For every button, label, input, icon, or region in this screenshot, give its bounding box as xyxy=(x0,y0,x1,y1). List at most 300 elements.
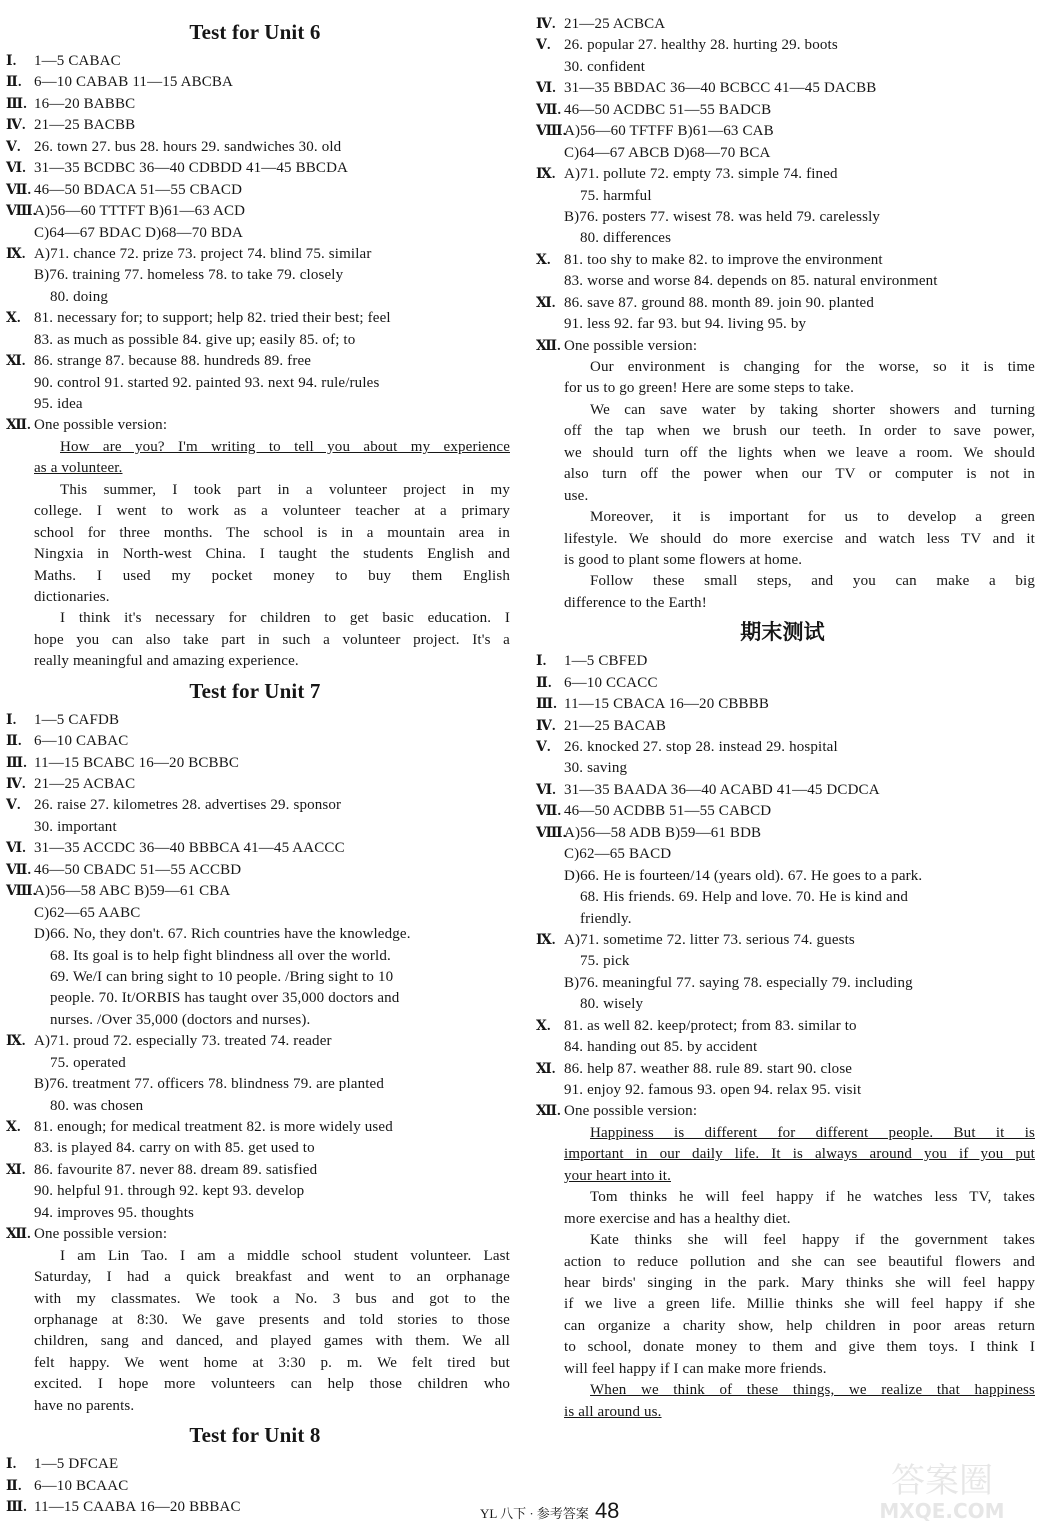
answer-text: 86. help 87. weather 88. rule 89. start 90. close xyxy=(564,1060,853,1077)
essay-line xyxy=(530,1209,1035,1230)
answer-row-continued xyxy=(0,903,510,924)
answer-text: 68. Its goal is to help fight blindness all over the world. xyxy=(50,947,391,964)
section-numeral: Ⅳ. xyxy=(536,17,556,32)
answer-text: B)76. meaningful 77. saying 78. especially 79. including xyxy=(564,974,913,991)
section-numeral: Ⅰ. xyxy=(6,54,17,69)
essay-text: Our environment is changing for the worse, so it is time xyxy=(590,359,1035,375)
answer-row-continued xyxy=(0,394,510,415)
answer-row-continued xyxy=(530,887,1035,908)
answer-row-continued xyxy=(530,314,1035,335)
answer-text: 81. as well 82. keep/protect; from 83. similar to xyxy=(564,1017,857,1034)
answer-row xyxy=(530,14,1035,35)
answer-text: 31—35 BBDAC 36—40 BCBCC 41—45 DACBB xyxy=(564,80,877,97)
answer-row-continued xyxy=(530,271,1035,292)
answer-row xyxy=(530,250,1035,271)
section-numeral: Ⅻ. xyxy=(6,1227,31,1243)
essay-text: if we live a green life. Millie thinks she will feel happy if she xyxy=(564,1296,1035,1313)
answer-row xyxy=(0,72,510,93)
essay-line xyxy=(530,464,1035,485)
answer-row xyxy=(530,673,1035,694)
answer-row xyxy=(0,201,510,222)
answer-row-continued xyxy=(530,143,1035,164)
essay-text: to school, donate money to them and give them toys. I think I xyxy=(564,1339,1035,1356)
answer-row-continued xyxy=(0,265,510,286)
answer-row-continued xyxy=(0,330,510,351)
section-numeral: Ⅵ. xyxy=(536,81,556,97)
essay-text: is all around us. xyxy=(564,1403,662,1420)
essay-text: for us to go green! Here are some steps to take. xyxy=(564,380,855,397)
section-numeral: Ⅺ. xyxy=(536,295,556,311)
answer-text: 6—10 CABAC xyxy=(34,733,129,750)
section-title xyxy=(530,614,1035,651)
answer-row xyxy=(530,121,1035,142)
answer-row xyxy=(530,1059,1035,1080)
essay-text: school for three months. The school is in a mountain area in xyxy=(34,524,510,541)
answer-row-continued xyxy=(0,223,510,244)
answer-text: 6—10 BCAAC xyxy=(34,1477,129,1494)
section-numeral: Ⅲ. xyxy=(6,1500,27,1515)
section-numeral: Ⅺ. xyxy=(6,354,26,370)
section-title xyxy=(0,673,510,710)
watermark-url: MXQE.COM xyxy=(879,1499,1005,1523)
answer-row xyxy=(0,180,510,201)
section-numeral: Ⅷ. xyxy=(536,825,567,841)
essay-line xyxy=(530,507,1035,528)
essay-line xyxy=(530,1316,1035,1337)
answer-row-continued xyxy=(0,1096,510,1117)
essay-text: have no parents. xyxy=(34,1397,135,1414)
answer-text: 86. favourite 87. never 88. dream 89. satisfied xyxy=(34,1161,318,1178)
answer-text: friendly. xyxy=(580,910,632,927)
answer-text: 91. enjoy 92. famous 93. open 94. relax 95. visit xyxy=(564,1082,862,1098)
essay-line xyxy=(530,357,1035,378)
essay-line xyxy=(530,1166,1035,1187)
essay-line xyxy=(0,608,510,629)
essay-text: can organize a charity show, help children in poor areas return xyxy=(564,1317,1035,1334)
answer-row xyxy=(0,1031,510,1052)
essay-text: Moreover, it is important for us to develop a green xyxy=(590,509,1035,526)
essay-line xyxy=(530,1294,1035,1315)
section-numeral: Ⅸ. xyxy=(6,1034,26,1050)
essay-line xyxy=(530,1273,1035,1294)
answer-row xyxy=(530,78,1035,99)
essay-line xyxy=(530,1359,1035,1380)
essay-text: important in our daily life. It is always around you if you put xyxy=(564,1146,1035,1163)
section-numeral: Ⅶ. xyxy=(6,182,32,198)
essay-line xyxy=(0,1374,510,1395)
section-numeral: Ⅲ. xyxy=(6,755,27,771)
essay-line xyxy=(0,566,510,587)
essay-text: off the tap when we brush our teeth. In order to save power, xyxy=(564,423,1035,440)
answer-row-continued xyxy=(530,994,1035,1015)
answer-text: 81. too shy to make 82. to improve the environment xyxy=(564,251,883,268)
answer-row xyxy=(0,115,510,136)
answer-text: D)66. He is fourteen/14 (years old). 67. He goes to a park. xyxy=(564,867,923,884)
section-numeral: Ⅰ. xyxy=(536,654,547,670)
answer-row xyxy=(530,293,1035,314)
essay-line xyxy=(530,1187,1035,1208)
answer-text: 1—5 CAFDB xyxy=(34,711,120,728)
answer-row-continued xyxy=(530,207,1035,228)
essay-text: dictionaries. xyxy=(34,588,110,605)
answer-text: B)76. training 77. homeless 78. to take 79. closely xyxy=(34,267,344,284)
answer-row xyxy=(0,158,510,179)
answer-text: A)71. sometime 72. litter 73. serious 74. guests xyxy=(564,931,855,948)
section-numeral: Ⅹ. xyxy=(6,311,21,327)
answer-row xyxy=(530,823,1035,844)
answer-row xyxy=(530,100,1035,121)
section-numeral: Ⅴ. xyxy=(536,38,551,54)
answer-row xyxy=(0,1497,510,1518)
answer-text: 11—15 CAABA 16—20 BBBAC xyxy=(34,1499,241,1515)
essay-line xyxy=(530,529,1035,550)
section-numeral: Ⅳ. xyxy=(536,718,556,734)
section-numeral: Ⅴ. xyxy=(6,798,21,814)
essay-line xyxy=(530,400,1035,421)
answer-row-continued xyxy=(530,758,1035,779)
essay-line xyxy=(0,1353,510,1374)
answer-row xyxy=(0,753,510,774)
answer-text: 21—25 ACBAC xyxy=(34,776,136,792)
section-numeral: Ⅵ. xyxy=(536,782,556,798)
essay-line xyxy=(530,1252,1035,1273)
watermark-text: 答案圈 xyxy=(891,1461,993,1501)
answer-row-continued xyxy=(530,57,1035,78)
answer-row xyxy=(0,1454,510,1475)
answer-text: 6—10 CCACC xyxy=(564,674,658,691)
section-numeral: Ⅻ. xyxy=(6,418,31,434)
answer-text: 16—20 BABBC xyxy=(34,95,136,112)
essay-line xyxy=(530,421,1035,442)
section-numeral: Ⅶ. xyxy=(536,804,562,820)
answer-text: 91. less 92. far 93. but 94. living 95. by xyxy=(564,316,807,333)
section-numeral: Ⅳ. xyxy=(6,777,26,792)
answer-row xyxy=(0,415,510,436)
answer-text: C)62—65 BACD xyxy=(564,846,672,863)
section-numeral: Ⅶ. xyxy=(536,102,562,118)
essay-text: also turn off the power when our TV or computer is not in xyxy=(564,466,1035,483)
answer-text: 80. wisely xyxy=(580,996,644,1013)
answer-row-continued xyxy=(530,973,1035,994)
answer-row xyxy=(530,35,1035,56)
answer-text: 46—50 ACDBB 51—55 CABCD xyxy=(564,803,772,820)
answer-row xyxy=(0,838,510,859)
answer-text: 11—15 BCABC 16—20 BCBBC xyxy=(34,754,240,771)
answer-row-continued xyxy=(0,967,510,988)
answer-text: C)64—67 ABCB D)68—70 BCA xyxy=(564,144,771,161)
answer-text: 80. was chosen xyxy=(50,1097,144,1114)
answer-text: 1—5 CBFED xyxy=(564,653,648,670)
answer-text: 81. enough; for medical treatment 82. is more widely used xyxy=(34,1119,393,1135)
answer-text: 75. operated xyxy=(50,1054,126,1071)
answer-text: 94. improves 95. thoughts xyxy=(34,1204,194,1221)
answer-text: 6—10 CABAB 11—15 ABCBA xyxy=(34,74,234,91)
essay-line xyxy=(530,1123,1035,1144)
answer-row xyxy=(530,694,1035,715)
answer-row xyxy=(530,1016,1035,1037)
section-title-text: Test for Unit 6 xyxy=(189,20,321,44)
essay-text: with my classmates. We took a No. 3 bus and got to the xyxy=(34,1290,510,1307)
essay-text: This summer, I took part in a volunteer project in my xyxy=(60,481,510,498)
answer-text: 83. as much as possible 84. give up; easily 85. of; to xyxy=(34,331,356,348)
answer-row-continued xyxy=(0,817,510,838)
section-numeral: Ⅳ. xyxy=(6,118,26,134)
answer-text: One possible version: xyxy=(34,417,168,434)
answer-text: 21—25 ACBCA xyxy=(564,16,666,32)
answer-text: 90. helpful 91. through 92. kept 93. develop xyxy=(34,1183,305,1200)
section-numeral: Ⅱ. xyxy=(6,75,22,91)
essay-line xyxy=(0,587,510,608)
answer-text: 83. is played 84. carry on with 85. get used to xyxy=(34,1140,315,1157)
answer-row-continued xyxy=(0,1074,510,1095)
answer-text: A)56—60 TTTFT B)61—63 ACD xyxy=(34,203,246,220)
answer-text: 80. differences xyxy=(580,230,672,247)
section-title xyxy=(0,1417,510,1454)
answer-row-continued xyxy=(0,946,510,967)
answer-row xyxy=(0,710,510,731)
section-numeral: Ⅱ. xyxy=(6,1478,22,1494)
essay-text: action to reduce pollution and she can see beautiful flowers and xyxy=(564,1253,1035,1270)
essay-line xyxy=(530,593,1035,614)
essay-text: Kate thinks she will feel happy if the government takes xyxy=(590,1232,1035,1249)
answer-text: 81. necessary for; to support; help 82. tried their best; feel xyxy=(34,310,391,327)
essay-text: lifestyle. We should do more exercise and watch less TV and it xyxy=(564,530,1035,547)
answer-text: 75. pick xyxy=(580,953,630,970)
essay-text: more exercise and has a healthy diet. xyxy=(564,1210,791,1227)
answer-row xyxy=(0,244,510,265)
answer-row xyxy=(530,651,1035,672)
answer-row-continued xyxy=(530,909,1035,930)
answer-text: 84. handing out 85. by accident xyxy=(564,1039,758,1056)
answer-text: 26. popular 27. healthy 28. hurting 29. boots xyxy=(564,37,838,54)
answer-text: D)66. No, they don't. 67. Rich countries have the knowledge. xyxy=(34,926,411,943)
essay-line xyxy=(0,651,510,672)
answer-text: 86. save 87. ground 88. month 89. join 90. planted xyxy=(564,294,874,311)
essay-text: use. xyxy=(564,487,589,504)
answer-row-continued xyxy=(0,1138,510,1159)
answer-row-continued xyxy=(530,951,1035,972)
answer-row xyxy=(0,795,510,816)
essay-line xyxy=(530,1402,1035,1423)
essay-text: college. I went to work as a volunteer teacher at a primary xyxy=(34,503,510,520)
essay-text: is good to plant some flowers at home. xyxy=(564,551,803,568)
answer-row xyxy=(530,780,1035,801)
section-numeral: Ⅰ. xyxy=(6,1457,17,1473)
answer-text: 90. control 91. started 92. painted 93. next 94. rule/rules xyxy=(34,374,380,391)
essay-line xyxy=(530,1380,1035,1401)
section-numeral: Ⅺ. xyxy=(6,1162,26,1178)
answer-text: A)56—58 ADB B)59—61 BDB xyxy=(564,824,762,841)
essay-line xyxy=(530,486,1035,507)
answer-text: 75. harmful xyxy=(580,187,652,204)
answer-row-continued xyxy=(530,1080,1035,1101)
answer-row xyxy=(0,881,510,902)
essay-text: will feel happy if I can make more friends. xyxy=(564,1360,827,1377)
answer-text: people. 70. It/ORBIS has taught over 35,000 doctors and xyxy=(50,990,400,1007)
section-numeral: Ⅹ. xyxy=(536,252,551,268)
essay-text: your heart into it. xyxy=(564,1167,671,1184)
essay-line xyxy=(530,571,1035,592)
essay-text: I am Lin Tao. I am a middle school student volunteer. Last xyxy=(60,1247,510,1264)
answer-text: 31—35 BAADA 36—40 ACABD 41—45 DCDCA xyxy=(564,781,880,798)
answer-text: One possible version: xyxy=(564,1103,698,1120)
essay-line xyxy=(0,523,510,544)
section-numeral: Ⅵ. xyxy=(6,841,26,857)
essay-line xyxy=(0,1289,510,1310)
answer-row-continued xyxy=(530,1037,1035,1058)
answer-row xyxy=(0,1160,510,1181)
answer-row-continued xyxy=(530,844,1035,865)
answer-text: 46—50 BDACA 51—55 CBACD xyxy=(34,181,243,198)
page-footer xyxy=(480,1498,619,1524)
answer-text: 30. important xyxy=(34,818,117,835)
section-numeral: Ⅴ. xyxy=(536,740,551,755)
essay-text: excited. I hope more volunteers can help those children who xyxy=(34,1376,510,1393)
answer-row xyxy=(0,1224,510,1245)
section-numeral: Ⅵ. xyxy=(6,161,26,177)
section-numeral: Ⅷ. xyxy=(6,884,37,900)
essay-text: Saturday, I had a quick breakfast and went to an orphanage xyxy=(34,1269,510,1286)
essay-line xyxy=(0,1396,510,1417)
answer-text: 31—35 ACCDC 36—40 BBBCA 41—45 AACCC xyxy=(34,840,345,857)
answer-row xyxy=(0,351,510,372)
answer-text: 11—15 CBACA 16—20 CBBBB xyxy=(564,696,770,713)
essay-text: We can save water by taking shorter showers and turning xyxy=(590,401,1035,418)
section-numeral: Ⅸ. xyxy=(536,932,556,948)
answer-row xyxy=(530,930,1035,951)
section-numeral: Ⅴ. xyxy=(6,139,21,155)
essay-line xyxy=(530,378,1035,399)
essay-line xyxy=(530,1337,1035,1358)
watermark-logo xyxy=(857,1458,1027,1524)
answer-text: A)56—60 TFTFF B)61—63 CAB xyxy=(564,123,774,140)
essay-line xyxy=(530,1144,1035,1165)
answer-row-continued xyxy=(0,1181,510,1202)
section-numeral: Ⅱ. xyxy=(6,734,22,750)
essay-line xyxy=(0,544,510,565)
essay-line xyxy=(0,1246,510,1267)
answer-text: 21—25 BACAB xyxy=(564,717,667,734)
answer-text: A)56—58 ABC B)59—61 CBA xyxy=(34,883,231,900)
answer-text: B)76. posters 77. wisest 78. was held 79. carelessly xyxy=(564,208,881,225)
answer-text: 1—5 CABAC xyxy=(34,53,121,69)
essay-line xyxy=(0,1310,510,1331)
answer-row-continued xyxy=(0,1203,510,1224)
answer-row-continued xyxy=(0,988,510,1009)
answer-row xyxy=(0,51,510,72)
answer-text: C)62—65 AABC xyxy=(34,904,141,921)
essay-line xyxy=(0,458,510,479)
section-title xyxy=(0,14,510,51)
left-column xyxy=(0,14,510,1518)
answer-row-continued xyxy=(0,373,510,394)
section-title-text: Test for Unit 8 xyxy=(189,1423,321,1448)
answer-row-continued xyxy=(530,228,1035,249)
essay-text: How are you? I'm writing to tell you about my experience xyxy=(60,438,510,455)
answer-text: 26. knocked 27. stop 28. instead 29. hospital xyxy=(564,739,838,755)
answer-text: 83. worse and worse 84. depends on 85. natural environment xyxy=(564,273,938,290)
section-numeral: Ⅷ. xyxy=(536,124,567,140)
answer-text: 46—50 CBADC 51—55 ACCBD xyxy=(34,861,242,878)
answer-row xyxy=(0,137,510,158)
answer-text: 30. confident xyxy=(564,58,646,75)
section-numeral: Ⅲ. xyxy=(6,96,27,112)
answer-text: B)76. treatment 77. officers 78. blindness 79. are planted xyxy=(34,1076,385,1093)
essay-line xyxy=(530,443,1035,464)
section-title-text: 期末测试 xyxy=(740,620,825,645)
essay-text: difference to the Earth! xyxy=(564,594,707,611)
essay-text: hope you can also take part in such a volunteer project. It's a xyxy=(34,631,510,648)
section-numeral: Ⅹ. xyxy=(536,1018,551,1034)
essay-text: Follow these small steps, and you can make a big xyxy=(590,573,1035,590)
footer-label: YL 八下 · 参考答案 xyxy=(480,1506,589,1521)
section-numeral: Ⅱ. xyxy=(536,675,552,691)
answer-row xyxy=(0,860,510,881)
page-number: 48 xyxy=(594,1498,620,1523)
answer-row xyxy=(530,716,1035,737)
section-numeral: Ⅺ. xyxy=(536,1061,556,1077)
answer-row xyxy=(0,1117,510,1138)
essay-text: When we think of these things, we realize that happiness xyxy=(590,1382,1035,1399)
answer-text: 46—50 ACDBC 51—55 BADCB xyxy=(564,101,772,118)
answer-text: A)71. proud 72. especially 73. treated 74. reader xyxy=(34,1033,332,1050)
answer-text: 86. strange 87. because 88. hundreds 89. free xyxy=(34,353,312,370)
answer-row xyxy=(530,801,1035,822)
answer-text: 68. His friends. 69. Help and love. 70. He is kind and xyxy=(580,889,909,906)
essay-line xyxy=(0,1267,510,1288)
answer-row xyxy=(0,731,510,752)
essay-line xyxy=(0,480,510,501)
answer-row xyxy=(0,774,510,795)
answer-row xyxy=(530,336,1035,357)
section-numeral: Ⅲ. xyxy=(536,697,557,713)
answer-row-continued xyxy=(0,1010,510,1031)
essay-text: really meaningful and amazing experience. xyxy=(34,653,299,670)
answer-text: 21—25 BACBB xyxy=(34,117,136,134)
essay-line xyxy=(0,1331,510,1352)
essay-text: as a volunteer. xyxy=(34,460,123,477)
answer-text: 26. raise 27. kilometres 28. advertises 29. sponsor xyxy=(34,797,342,814)
answer-row-continued xyxy=(0,1053,510,1074)
answer-row-continued xyxy=(530,186,1035,207)
section-numeral: Ⅹ. xyxy=(6,1120,21,1135)
answer-row-continued xyxy=(0,287,510,308)
answer-text: 30. saving xyxy=(564,760,628,777)
section-numeral: Ⅷ. xyxy=(6,204,37,220)
essay-text: Ningxia in North-west China. I taught the students English and xyxy=(34,546,510,563)
answer-row xyxy=(0,1476,510,1497)
essay-line xyxy=(0,501,510,522)
answer-row xyxy=(0,308,510,329)
answer-text: One possible version: xyxy=(34,1226,168,1243)
essay-text: we should turn off the lights when we leave a room. We should xyxy=(564,444,1035,461)
section-title-text: Test for Unit 7 xyxy=(189,678,321,703)
essay-line xyxy=(530,550,1035,571)
section-numeral: Ⅻ. xyxy=(536,338,561,354)
essay-text: children, sang and danced, and played games with them. We all xyxy=(34,1333,510,1350)
answer-text: A)71. chance 72. prize 73. project 74. blind 75. similar xyxy=(34,245,372,262)
essay-text: Happiness is different for different people. But it is xyxy=(590,1124,1035,1141)
essay-text: felt happy. We went home at 3:30 p. m. We felt tired but xyxy=(34,1354,510,1371)
essay-text: hear birds' singing in the park. Mary thinks she will feel happy xyxy=(564,1274,1035,1291)
essay-text: I think it's necessary for children to get basic education. I xyxy=(60,610,510,627)
answer-text: 69. We/I can bring sight to 10 people. /Bring sight to 10 xyxy=(50,968,394,985)
essay-text: Maths. I used my pocket money to buy them English xyxy=(34,567,510,584)
answer-row-continued xyxy=(530,866,1035,887)
answer-row xyxy=(530,737,1035,758)
answer-text: 1—5 DFCAE xyxy=(34,1456,119,1473)
answer-text: 80. doing xyxy=(50,288,109,305)
